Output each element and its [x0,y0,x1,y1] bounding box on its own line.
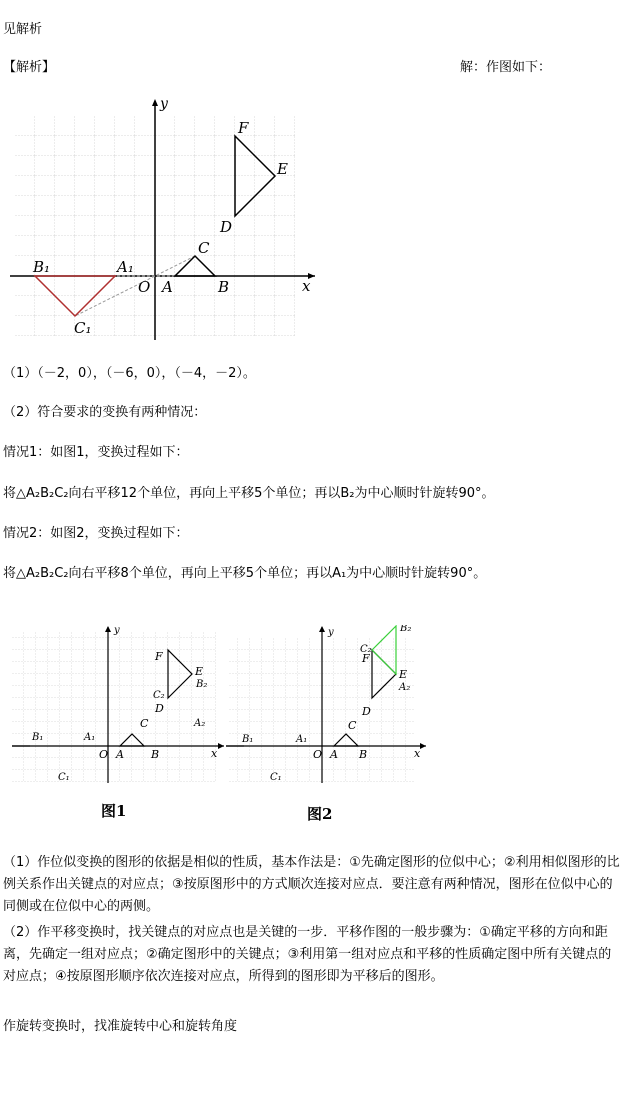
label-o: O [99,748,109,761]
solution-intro: 解：作图如下： [460,60,552,75]
note-2: （2）作平移变换时，找关键点的对应点也是关键的一步．平移作图的一般步骤为：①确定平移的方向和距离，先确定一组对应点；②确定图形中的关键点；③利用第一组对应点和平移的性质确定图中所有关键点的对应点；④按原图形顺序依次连接对应点，所得到的图形即为平移后的图形。 [3,925,612,984]
label-e: E [399,668,408,681]
label-x: x [414,747,421,760]
case1-steps: 将△A₂B₂C₂向右平移12个单位，再向上平移5个单位；再以B₂为中心顺时针旋转90°。 [3,486,495,501]
figure-1-caption: 图1 [101,802,127,820]
label-a1: A₁ [117,258,134,276]
label-b: B [359,748,368,761]
figure-2-caption: 图2 [307,805,333,823]
label-y: y [160,96,168,112]
label-a2: A₂ [399,682,411,693]
note-1: （1）作位似变换的图形的依据是相似的性质，基本作法是：①先确定图形的位似中心；②利用相似图形的比例关系作出关键点的对应点；③按原图形中的方式顺次连接对应点．要注意有两种情况，图形在位似中心的同侧或在位似中心的两侧。 [3,855,620,914]
answer-ref: 见解析 [3,22,43,37]
label-f: F [155,650,163,663]
figure-1 [12,625,227,790]
label-a: A [330,748,338,761]
label-e: E [277,160,288,178]
label-b: B [218,278,230,296]
label-c2: C₂ [360,644,372,655]
analysis-tag: 【解析】 [3,60,56,75]
label-b: B [151,748,160,761]
label-x: x [211,747,218,760]
label-a1: A₁ [296,734,308,745]
figure-2 [226,625,431,790]
label-b1: B₁ [33,258,51,276]
label-o: O [313,748,323,761]
label-e: E [195,665,204,678]
part2-intro: （2）符合要求的变换有两种情况： [3,405,207,420]
label-origin: O [138,278,151,296]
label-f: F [362,652,370,665]
label-d: D [220,218,233,236]
note-3: 作旋转变换时，找准旋转中心和旋转角度 [3,1019,238,1034]
label-a: A [116,748,124,761]
part1-answer: （1）（－2，0），（－6，0），（－4，－2）。 [3,366,256,381]
label-c1: C₁ [58,772,70,783]
label-b2: B₂ [400,625,412,634]
label-c2: C₂ [153,690,165,701]
label-d: D [155,702,164,715]
label-c1: C₁ [270,772,282,783]
label-a1: A₁ [84,732,96,743]
label-f: F [238,119,249,137]
case2-steps: 将△A₂B₂C₂向右平移8个单位，再向上平移5个单位；再以A₁为中心顺时针旋转90°。 [3,566,487,581]
label-y: y [328,627,334,638]
label-a2: A₂ [194,718,206,729]
label-a: A [162,278,173,296]
main-coordinate-figure [10,95,320,345]
label-b2: B₂ [196,679,208,690]
label-d: D [362,705,371,718]
label-b1: B₁ [32,732,44,743]
label-x: x [302,277,311,295]
label-c: C [140,717,149,730]
case2-title: 情况2：如图2，变换过程如下： [3,526,189,541]
label-b1: B₁ [242,734,254,745]
label-y: y [114,625,120,636]
case1-title: 情况1：如图1，变换过程如下： [3,445,189,460]
label-c: C [348,719,357,732]
label-c: C [198,239,210,257]
label-c1: C₁ [74,319,92,337]
